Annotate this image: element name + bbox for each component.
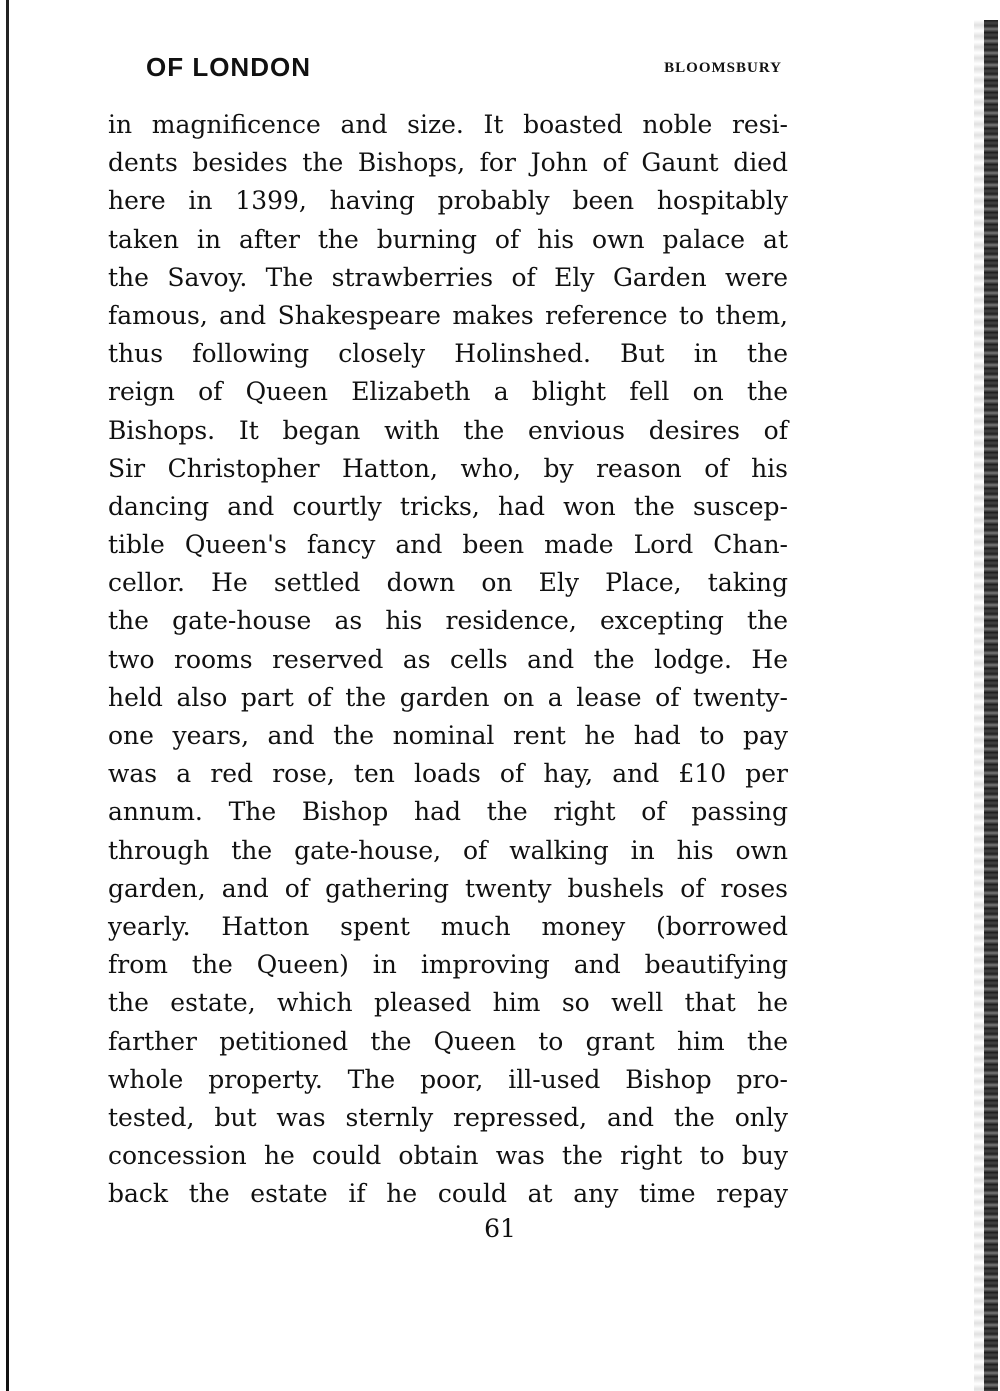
text-line: dents besides the Bishops, for John of Gaunt died xyxy=(108,148,788,178)
text-line: in magnificence and size. It boasted noble resi- xyxy=(108,110,788,139)
text-line: the Savoy. The strawberries of Ely Garden were xyxy=(108,262,788,292)
running-head-section: BLOOMSBURY xyxy=(664,60,782,76)
text-line: one years, and the nominal rent he had to pay xyxy=(108,721,788,750)
text-line: from the Queen) in improving and beautifying xyxy=(108,950,788,980)
text-line: Bishops. It began with the envious desires of xyxy=(108,415,788,445)
text-line: dancing and courtly tricks, had won the suscep- xyxy=(108,491,788,521)
text-line: Sir Christopher Hatton, who, by reason of his xyxy=(108,453,788,483)
body-text xyxy=(108,106,788,1213)
scan-edge-left xyxy=(6,0,9,1391)
text-line: annum. The Bishop had the right of passing xyxy=(108,797,788,827)
running-head xyxy=(146,52,782,84)
text-line: garden, and of gathering twenty bushels of roses xyxy=(108,873,788,903)
text-line: famous, and Shakespeare makes reference to them, xyxy=(108,300,788,330)
text-line: the estate, which pleased him so well that he xyxy=(108,988,788,1018)
text-line: cellor. He settled down on Ely Place, taking xyxy=(108,568,788,598)
text-line: concession he could obtain was the right to buy xyxy=(108,1141,788,1171)
text-line: was a red rose, ten loads of hay, and £10 per xyxy=(108,759,788,789)
text-line: tested, but was sternly repressed, and the only xyxy=(108,1102,788,1132)
text-line: here in 1399, having probably been hospitably xyxy=(108,186,788,216)
text-line: held also part of the garden on a lease of twenty- xyxy=(108,682,788,712)
text-line: farther petitioned the Queen to grant him the xyxy=(108,1026,788,1056)
text-line: taken in after the burning of his own palace at xyxy=(108,224,788,254)
page-number: 61 xyxy=(484,1214,516,1243)
text-line: yearly. Hatton spent much money (borrowed xyxy=(108,911,788,941)
text-line: thus following closely Holinshed. But in the xyxy=(108,339,788,369)
scan-edge-right xyxy=(984,20,998,1391)
text-line: through the gate-house, of walking in his own xyxy=(108,835,788,865)
scan-shadow-right xyxy=(974,20,984,1391)
text-line: two rooms reserved as cells and the lodge. He xyxy=(108,644,788,674)
text-line: the gate-house as his residence, excepting the xyxy=(108,606,788,636)
text-line: tible Queen's fancy and been made Lord Chan- xyxy=(108,530,788,560)
text-line: reign of Queen Elizabeth a blight fell on the xyxy=(108,377,788,407)
running-head-title: OF LONDON xyxy=(146,52,311,82)
text-line: back the estate if he could at any time repay xyxy=(108,1179,788,1209)
text-line: whole property. The poor, ill-used Bishop pro- xyxy=(108,1064,788,1094)
